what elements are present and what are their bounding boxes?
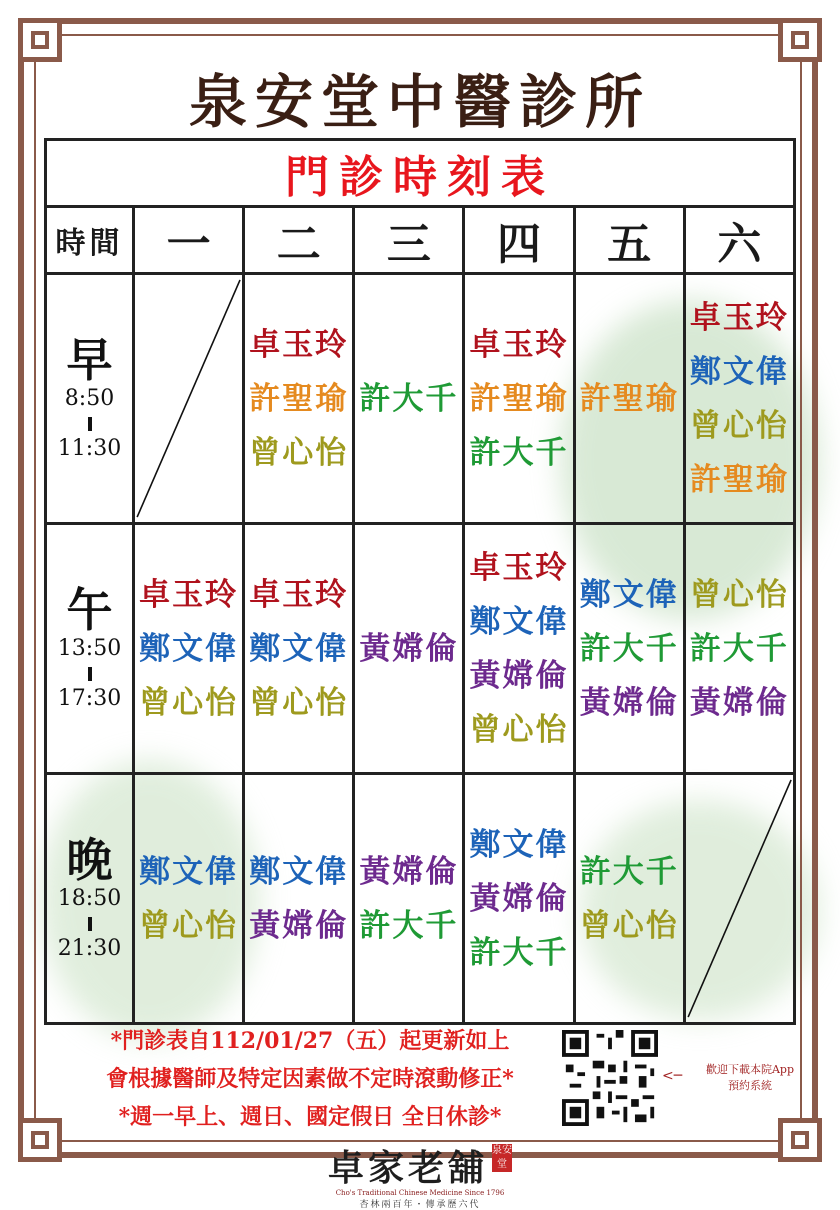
schedule-cell-fri <box>574 274 684 524</box>
day-header-row <box>46 207 795 274</box>
schedule-cell-sat <box>684 524 794 774</box>
doctor-name: 許大千 <box>469 934 569 971</box>
doctor-name: 許大千 <box>469 434 569 471</box>
doctor-name: 許大千 <box>579 630 679 667</box>
schedule-cell-wed <box>354 524 464 774</box>
doctor-name: 黃嫦倫 <box>469 880 569 917</box>
brand-name: 卓家老舖 <box>327 1147 488 1189</box>
period-name: 早 <box>66 332 113 387</box>
doctor-name: 鄭文偉 <box>689 353 789 390</box>
period-row <box>46 774 795 1024</box>
doctor-name: 許大千 <box>579 853 679 890</box>
period-range-dash <box>88 667 92 681</box>
doctor-name: 曾心怡 <box>249 434 349 471</box>
doctor-name: 卓玉玲 <box>249 576 349 613</box>
doctor-name: 曾心怡 <box>139 907 239 944</box>
period-name: 午 <box>66 582 113 637</box>
doctor-name: 許大千 <box>359 907 459 944</box>
doctor-name: 曾心怡 <box>139 684 239 721</box>
period-label-cell <box>46 524 134 774</box>
schedule-cell-thu <box>464 524 574 774</box>
period-start-time: 18:50 <box>57 886 122 912</box>
notice-line: *週一早上、週日、國定假日 全日休診* <box>118 1104 502 1130</box>
doctor-name: 曾心怡 <box>689 576 789 613</box>
doctor-name: 鄭文偉 <box>249 853 349 890</box>
schedule-cell-sat <box>684 774 794 1024</box>
doctor-name: 黃嫦倫 <box>359 853 459 890</box>
period-row <box>46 524 795 774</box>
doctor-name: 曾心怡 <box>579 907 679 944</box>
notice-text <box>70 1022 550 1136</box>
app-download-note <box>690 1062 810 1094</box>
schedule-caption: 門診時刻表 <box>46 140 795 207</box>
day-header-sat: 六 <box>684 207 794 274</box>
doctor-name: 許聖瑜 <box>249 380 349 417</box>
doctor-name: 鄭文偉 <box>139 853 239 890</box>
period-end-time: 11:30 <box>57 435 122 461</box>
schedule-cell-fri <box>574 774 684 1024</box>
schedule-cell-tue <box>244 524 354 774</box>
doctor-name: 鄭文偉 <box>579 576 679 613</box>
period-range-dash <box>88 417 92 431</box>
schedule-cell-wed <box>354 774 464 1024</box>
app-note-line: 歡迎下載本院App <box>705 1063 795 1076</box>
doctor-name: 曾心怡 <box>469 711 569 748</box>
doctor-name: 卓玉玲 <box>139 576 239 613</box>
doctor-name: 黃嫦倫 <box>469 657 569 694</box>
doctor-name: 鄭文偉 <box>469 826 569 863</box>
period-range-dash <box>88 917 92 931</box>
time-column-header: 時間 <box>46 207 134 274</box>
clinic-name-heading: 泉安堂中醫診所 <box>188 68 651 136</box>
doctor-name: 許大千 <box>359 380 459 417</box>
schedule-cell-thu <box>464 774 574 1024</box>
brand-seal: 泉安堂 <box>492 1145 512 1170</box>
doctor-name: 黃嫦倫 <box>359 630 459 667</box>
period-label-cell <box>46 774 134 1024</box>
doctor-name: 黃嫦倫 <box>579 684 679 721</box>
closed-slash-line <box>686 775 793 1022</box>
doctor-name: 許大千 <box>689 630 789 667</box>
doctor-name: 卓玉玲 <box>469 326 569 363</box>
qr-code-image[interactable] <box>562 1030 658 1126</box>
doctor-name: 卓玉玲 <box>469 549 569 586</box>
doctor-name: 黃嫦倫 <box>249 907 349 944</box>
schedule-cell-tue <box>244 274 354 524</box>
day-header-tue: 二 <box>244 207 354 274</box>
doctor-name: 卓玉玲 <box>689 299 789 336</box>
schedule-cell-fri <box>574 524 684 774</box>
period-name: 晚 <box>66 832 113 887</box>
schedule-table <box>44 138 796 1025</box>
doctor-name: 許聖瑜 <box>579 380 679 417</box>
doctor-name: 鄭文偉 <box>249 630 349 667</box>
doctor-name: 許聖瑜 <box>469 380 569 417</box>
period-row <box>46 274 795 524</box>
day-header-wed: 三 <box>354 207 464 274</box>
schedule-cell-sat <box>684 274 794 524</box>
period-start-time: 13:50 <box>57 636 122 662</box>
schedule-cell-wed <box>354 274 464 524</box>
doctor-name: 鄭文偉 <box>139 630 239 667</box>
schedule-cell-mon <box>134 524 244 774</box>
schedule-cell-tue <box>244 774 354 1024</box>
doctor-name: 曾心怡 <box>249 684 349 721</box>
brand-motto: 杏林兩百年・傳承歷六代 <box>359 1200 481 1210</box>
day-header-mon: 一 <box>134 207 244 274</box>
doctor-name: 黃嫦倫 <box>689 684 789 721</box>
notice-line: 會根據醫師及特定因素做不定時滾動修正* <box>106 1066 514 1092</box>
schedule-cell-mon <box>134 774 244 1024</box>
period-end-time: 17:30 <box>57 685 122 711</box>
doctor-name: 曾心怡 <box>689 407 789 444</box>
day-header-fri: 五 <box>574 207 684 274</box>
notice-line: *門診表自112/01/27（五）起更新如上 <box>110 1028 510 1054</box>
brand-english-tagline: Cho's Traditional Chinese Medicine Since 1796 <box>335 1189 505 1197</box>
doctor-name: 卓玉玲 <box>249 326 349 363</box>
period-end-time: 21:30 <box>57 935 122 961</box>
schedule-cell-thu <box>464 274 574 524</box>
app-note-line: 預約系統 <box>728 1079 772 1092</box>
schedule-cell-mon <box>134 274 244 524</box>
doctor-name: 鄭文偉 <box>469 603 569 640</box>
arrow-left-icon: <─ <box>662 1068 683 1084</box>
period-start-time: 8:50 <box>64 386 115 412</box>
period-label-cell <box>46 274 134 524</box>
day-header-thu: 四 <box>464 207 574 274</box>
doctor-name: 許聖瑜 <box>689 461 789 498</box>
closed-slash-line <box>135 275 242 522</box>
